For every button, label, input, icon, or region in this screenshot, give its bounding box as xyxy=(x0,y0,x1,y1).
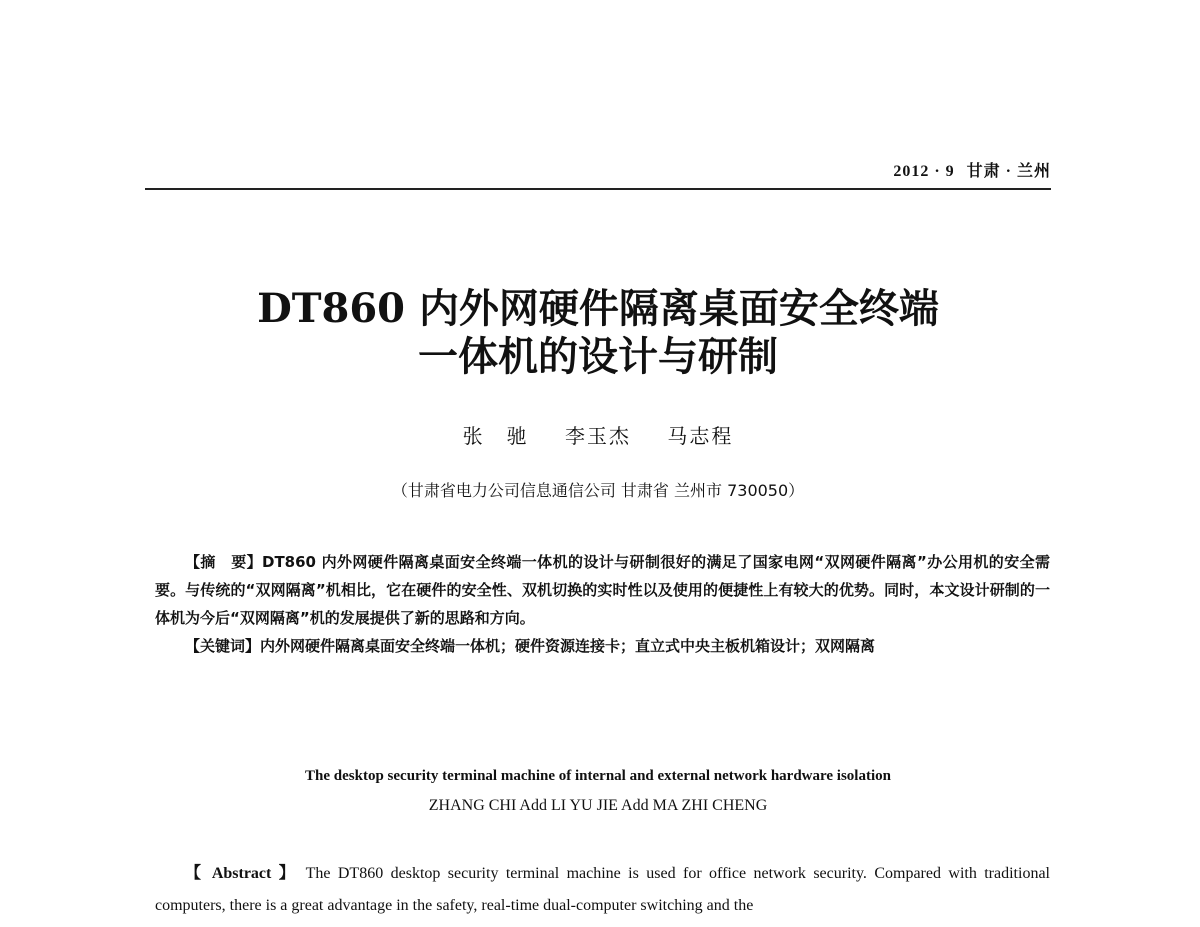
title-line-1: DT860 内外网硬件隔离桌面安全终端 xyxy=(257,285,939,332)
abstract-label: 【摘 要】 xyxy=(185,553,262,571)
english-abstract-block xyxy=(155,858,1050,922)
author-list xyxy=(145,420,1051,449)
paper-title xyxy=(145,285,1051,381)
running-header xyxy=(145,158,1051,181)
keywords-label: 【关键词】 xyxy=(185,637,261,655)
affiliation: （甘肃省电力公司信息通信公司 甘肃省 兰州市 730050） xyxy=(391,481,805,500)
chinese-abstract xyxy=(155,548,1050,632)
chinese-abstract-block xyxy=(155,548,1050,660)
keywords-text: 内外网硬件隔离桌面安全终端一体机；硬件资源连接卡；直立式中央主板机箱设计；双网隔离 xyxy=(260,637,876,655)
author-3: 马志程 xyxy=(667,424,734,448)
chinese-keywords xyxy=(155,632,1050,660)
author-1: 张 驰 xyxy=(462,424,529,448)
title-line-2: 一体机的设计与研制 xyxy=(418,333,778,380)
author-2: 李玉杰 xyxy=(565,424,631,448)
header-rule xyxy=(145,188,1051,190)
english-abstract xyxy=(155,858,1050,922)
issue-date: 2012 · 9 xyxy=(893,163,955,180)
english-title: The desktop security terminal machine of internal and external network hardware isolation xyxy=(305,768,891,784)
english-authors: ZHANG CHI Add LI YU JIE Add MA ZHI CHENG xyxy=(428,797,768,814)
english-abstract-label: 【 Abstract 】 xyxy=(185,865,299,882)
conference-location: 甘肃 · 兰州 xyxy=(966,163,1051,180)
abstract-text: DT860 内外网硬件隔离桌面安全终端一体机的设计与研制很好的满足了国家电网“双网硬件隔离”办公用机的安全需要。与传统的“双网隔离”机相比，它在硬件的安全性、双机切换的实时性以及使用的便捷性上有较大的优势。同时，本文设计研制的一体机为今后“双网隔离”机的发展提供了新的思路和方向。 xyxy=(155,553,1050,627)
english-abstract-text: The DT860 desktop security terminal machine is used for office network security. Compared with traditional computers, there is a great advantage in the safety, real-time dual-computer switching and the xyxy=(155,865,1050,914)
